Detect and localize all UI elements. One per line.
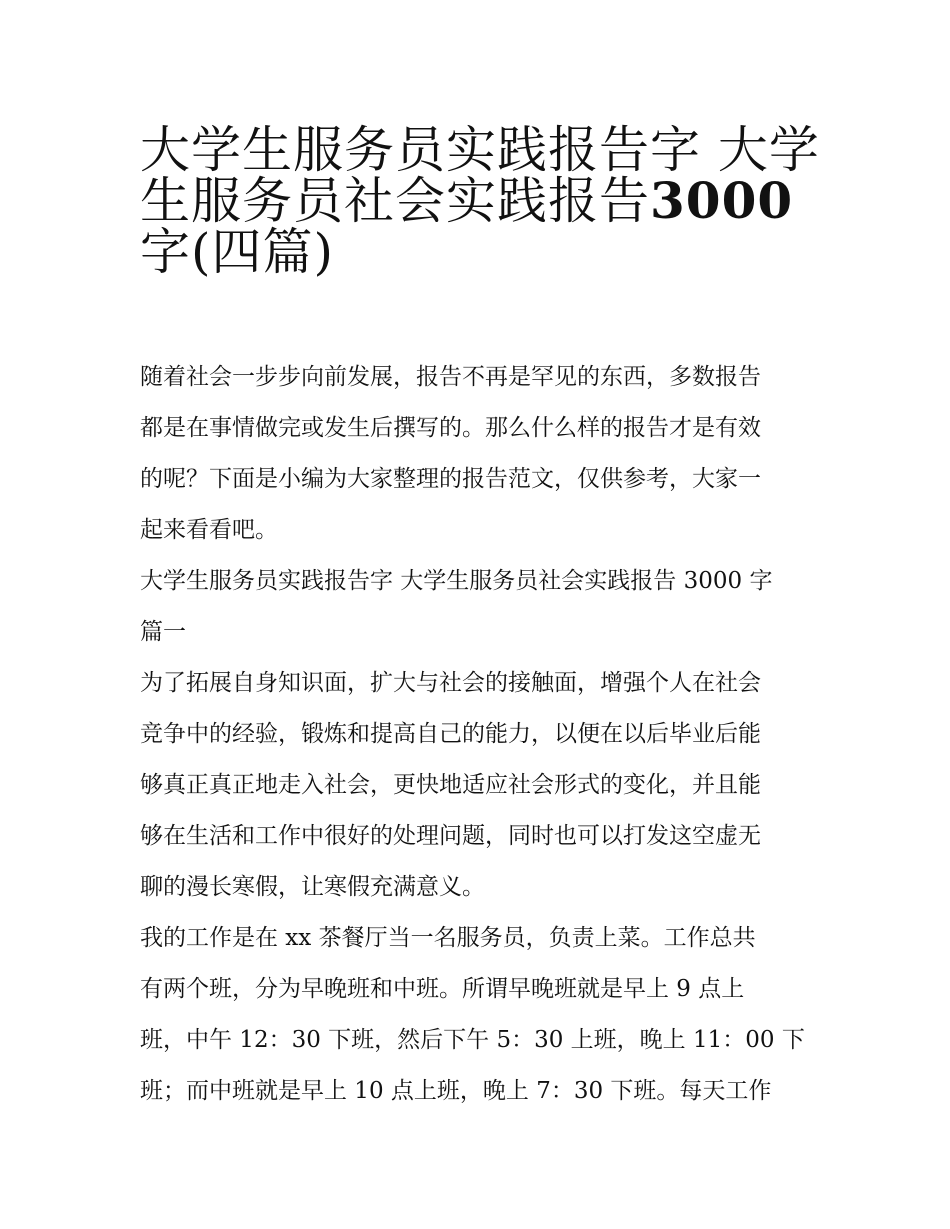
text-line: 起来看看吧。	[140, 517, 278, 543]
title-line-1: 大学生服务员实践报告字 大学	[140, 121, 820, 179]
title-line-2-number: 3000	[650, 171, 794, 230]
text-line: 班，中午 12：30 下班，然后下午 5：30 上班，晚上 11：00 下	[140, 1027, 805, 1053]
text-line: 够真正真正地走入社会，更快地适应社会形式的变化，并且能	[140, 772, 761, 798]
section-heading	[140, 556, 820, 658]
text-line: 够在生活和工作中很好的处理问题，同时也可以打发这空虚无	[140, 823, 761, 849]
purpose-paragraph	[140, 658, 820, 913]
text-line: 为了拓展自身知识面，扩大与社会的接触面，增强个人在社会	[140, 670, 761, 696]
work-paragraph	[140, 913, 820, 1117]
text-line: 的呢？下面是小编为大家整理的报告范文，仅供参考，大家一	[140, 466, 761, 492]
text-line: 竞争中的经验，锻炼和提高自己的能力，以便在以后毕业后能	[140, 721, 761, 747]
text-line: 班；而中班就是早上 10 点上班，晚上 7：30 下班。每天工作	[140, 1078, 772, 1104]
text-line: 都是在事情做完或发生后撰写的。那么什么样的报告才是有效	[140, 415, 761, 441]
title-line-2	[140, 163, 820, 230]
text-line: 大学生服务员实践报告字 大学生服务员社会实践报告 3000 字	[140, 568, 773, 594]
text-line: 有两个班，分为早晚班和中班。所谓早晚班就是早上 9 点上	[140, 976, 745, 1002]
text-line: 随着社会一步步向前发展，报告不再是罕见的东西，多数报告	[140, 364, 761, 390]
intro-paragraph	[140, 352, 820, 556]
text-line: 聊的漫长寒假，让寒假充满意义。	[140, 874, 485, 900]
title-line-3: 字(四篇)	[140, 223, 335, 281]
text-line: 我的工作是在 xx 茶餐厅当一名服务员，负责上菜。工作总共	[140, 925, 756, 951]
text-line: 篇一	[140, 619, 186, 645]
document-title	[140, 112, 820, 281]
document-body	[140, 352, 820, 1117]
title-line-2-text: 生服务员社会实践报告	[140, 172, 650, 230]
